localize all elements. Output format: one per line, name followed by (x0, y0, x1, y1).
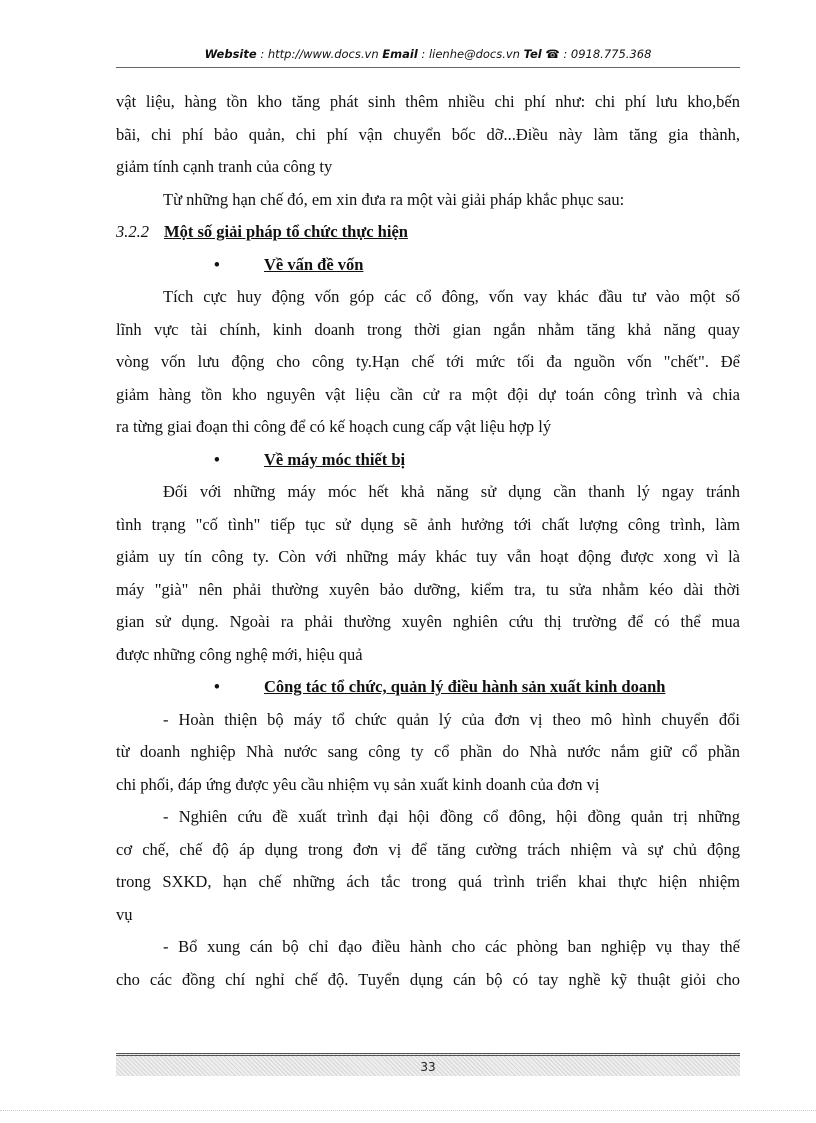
text-line: giảm hàng tồn kho nguyên vật liệu cần cử ra một đội dự toán công trình và chia (116, 384, 740, 404)
text-line: Đối với những máy móc hết khả năng sử dụng cần thanh lý ngay tránh (163, 482, 740, 501)
bullet-heading: Về vấn đề vốn (264, 254, 364, 274)
text-line: vật liệu, hàng tồn kho tăng phát sinh thêm nhiều chi phí như: chi phí lưu kho,bến (116, 92, 740, 111)
text-line: - Bổ xung cán bộ chỉ đạo điều hành cho các phòng ban nghiệp vụ thay thế (163, 937, 740, 956)
document-body (116, 86, 740, 996)
text-line: cho các đồng chí nghỉ chế độ. Tuyển dụng cán bộ có tay nghề kỹ thuật giỏi cho (116, 969, 740, 989)
page-header (116, 47, 740, 65)
text-line: cơ chế, chế độ áp dụng trong đơn vị để tăng cường trách nhiệm và sự chủ động (116, 839, 740, 859)
page-edge-divider (0, 1110, 816, 1111)
text-line: lĩnh vực tài chính, kinh doanh trong thời gian ngắn nhằm tăng khả năng quay (116, 319, 740, 339)
tel-value: : 0918.775.368 (559, 47, 652, 61)
text-line: chi phối, đáp ứng được yêu cầu nhiệm vụ sản xuất kinh doanh của đơn vị (116, 774, 600, 794)
website-value: : http://www.docs.vn (256, 47, 383, 61)
bullet-heading: Về máy móc thiết bị (264, 449, 406, 469)
bullet-item (116, 249, 740, 282)
text-line: - Hoàn thiện bộ máy tổ chức quản lý của đơn vị theo mô hình chuyển đổi (163, 709, 740, 729)
text-line: Tích cực huy động vốn góp các cổ đông, vốn vay khác đầu tư vào một số (163, 287, 740, 306)
text-line: bãi, chi phí bảo quản, chi phí vận chuyển bốc dỡ...Điều này làm tăng gia thành, (116, 124, 740, 144)
page-number: 33 (420, 1060, 436, 1074)
bullet-icon: • (214, 254, 220, 274)
bullet-item (116, 671, 740, 704)
bullet-icon: • (214, 677, 220, 696)
section-heading (116, 216, 740, 249)
text-line: giảm tính cạnh tranh của công ty (116, 157, 333, 176)
text-line: máy "già" nên phải thường xuyên bảo dưỡng, kiểm tra, tu sửa nhằm kéo dài thời (116, 579, 740, 599)
text-line: giảm uy tín công ty. Còn với những máy khác tuy vẫn hoạt động được xong vì là (116, 547, 740, 566)
text-line: tình trạng "cố tình" tiếp tục sử dụng sẽ ảnh hưởng tới chất lượng công trình, làm (116, 514, 740, 534)
page-footer (116, 1053, 740, 1076)
text-line: từ doanh nghiệp Nhà nước sang công ty cổ phần do Nhà nước nắm giữ cổ phần (116, 742, 740, 761)
text-line: gian sử dụng. Ngoài ra phải thường xuyên nghiên cứu thị trường để có thể mua (116, 612, 740, 631)
text-line: - Nghiên cứu đề xuất trình đại hội đồng cổ đông, hội đồng quản trị những (163, 807, 740, 826)
website-label: Website (204, 47, 257, 61)
intro-paragraph: Từ những hạn chế đó, em xin đưa ra một vài giải pháp khắc phục sau: (163, 189, 625, 209)
section-number: 3.2.2 (116, 222, 149, 241)
phone-icon: ☎ (545, 47, 560, 61)
bullet-item (116, 444, 740, 477)
section-title: Một số giải pháp tổ chức thực hiện (164, 222, 408, 241)
text-line: trong SXKD, hạn chế những ách tắc trong quá trình triển khai thực hiện nhiệm (116, 872, 740, 891)
email-value: : lienhe@docs.vn (417, 47, 524, 61)
bullet-heading: Công tác tổ chức, quản lý điều hành sản xuất kinh doanh (264, 677, 666, 696)
email-label: Email (382, 47, 418, 61)
tel-label: Tel (523, 47, 542, 61)
header-divider (116, 67, 740, 68)
text-line: vụ (116, 904, 133, 924)
text-line: vòng vốn lưu động cho công ty.Hạn chế tới mức tối đa nguồn vốn "chết". Để (116, 352, 740, 371)
text-line: được những công nghệ mới, hiệu quả (116, 644, 363, 664)
bullet-icon: • (214, 449, 220, 469)
text-line: ra từng giai đoạn thi công để có kế hoạch cung cấp vật liệu hợp lý (116, 417, 552, 436)
